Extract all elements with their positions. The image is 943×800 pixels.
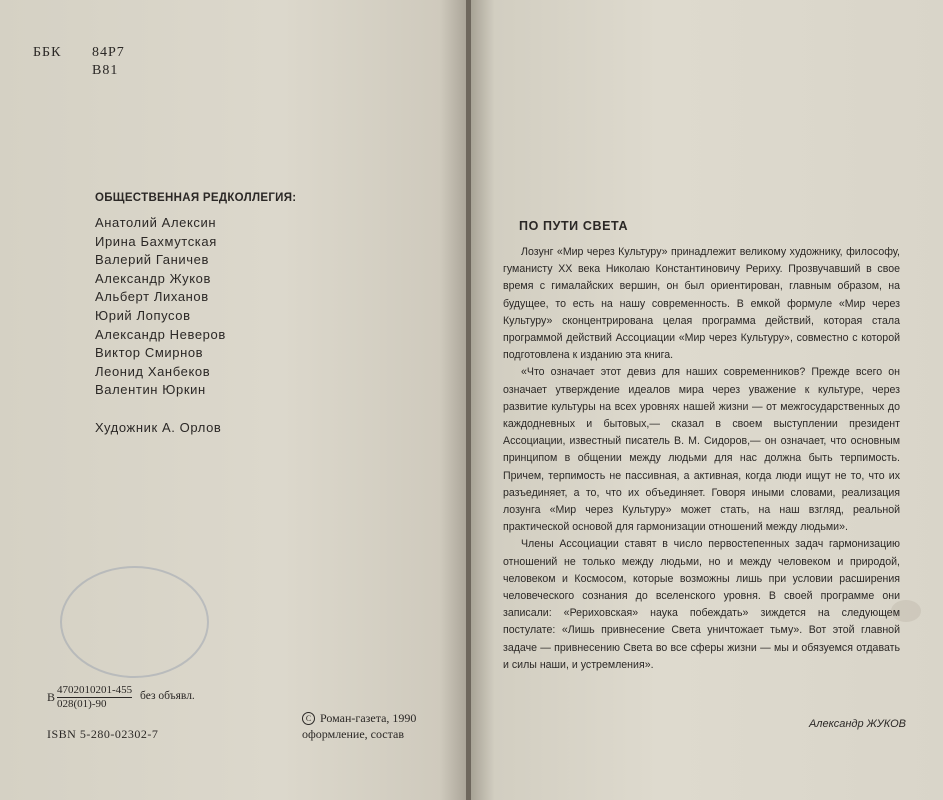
article-title: ПО ПУТИ СВЕТА — [519, 219, 629, 233]
board-member: Ирина Бахмутская — [95, 233, 217, 249]
price-code-note: без объявл. — [140, 690, 195, 702]
board-member: Александр Неверов — [95, 326, 226, 342]
bbk-code-author-mark: В81 — [92, 63, 119, 78]
price-code-fraction — [57, 684, 132, 711]
bbk-label: ББК — [33, 45, 62, 60]
board-member: Леонид Ханбеков — [95, 363, 211, 379]
article-paragraph: Члены Ассоциации ставят в число первостепенных задач гармонизацию отношений не только между людьми, но и между человеком и природой, человеком и Космосом, которые возможны лишь при условии расширения человеческого сознания до вселенского уровня. В своей программе они записали: «Рериховская» наука побеждать» зиждется на следующем постулате: «Лишь привнесение Света уничтожает тьму». Вот этой главной задаче — привнесению Света во все сферы жизни — мы и обязуемся отдавать и силы наши, и устремления». — [503, 538, 900, 671]
price-code-numerator: 4702010201-455 — [57, 684, 133, 696]
article-paragraph: «Что означает этот девиз для наших современников? Прежде всего он означает утверждение идеалов мира через уважение к культуре, через развитие культуры на всех уровнях нашей жизни — от межгосударственных до каждодневных и бытовых,— сказал в своем выступлении президент Ассоциации, известный писатель В. М. Сидоров,— он означает, что основным принципом в общении между людьми для нас должна быть терпимость. Причем, терпимость не пассивная, а активная, когда люди ищут не то, что их разъединяет, а то, что их объединяет. Говоря иными словами, реализация лозунга «Мир через Культуру» может стать, на наш взгляд, реальной практической основой для гармонизации отношений между людьми». — [503, 366, 900, 534]
board-member: Александр Жуков — [95, 270, 211, 286]
bbk-code: 84Р7 — [92, 45, 125, 60]
editorial-board-list — [95, 214, 226, 400]
board-member: Альберт Лиханов — [95, 289, 209, 305]
board-member: Юрий Лопусов — [95, 307, 191, 323]
board-member: Валерий Ганичев — [95, 252, 209, 268]
left-page — [0, 0, 468, 800]
copyright-line-2: оформление, состав — [302, 727, 405, 741]
article-paragraph: Лозунг «Мир через Культуру» принадлежит великому художнику, философу, гуманисту XX века Николаю Константиновичу Рериху. Прозвучавший в свое время с гималайских вершин, он был ориентирован, главным образом, на будущее, то есть на нашу современность. В емкой формуле «Мир через Культуру» сконцентрирована целая программа действий, которая стала программой действий Ассоциации «Мир через Культуру», совместно с которой подготовлена к изданию эта книга. — [503, 246, 900, 362]
isbn: ISBN 5-280-02302-7 — [47, 727, 159, 741]
price-code-prefix: В — [47, 690, 56, 704]
board-member: Виктор Смирнов — [95, 345, 204, 361]
artist-credit: Художник А. Орлов — [95, 420, 222, 435]
editorial-board-title: ОБЩЕСТВЕННАЯ РЕДКОЛЛЕГИЯ: — [95, 192, 297, 204]
copyright-line — [302, 711, 416, 726]
board-member: Анатолий Алексин — [95, 215, 217, 230]
article-body — [503, 244, 900, 674]
article-author: Александр ЖУКОВ — [808, 718, 906, 730]
copyright-text: Роман-газета, 1990 — [320, 711, 417, 725]
price-code-denominator: 028(01)-90 — [57, 697, 132, 711]
board-member: Валентин Юркин — [95, 382, 206, 398]
copyright-icon: C — [302, 712, 315, 725]
library-stamp — [60, 566, 209, 678]
